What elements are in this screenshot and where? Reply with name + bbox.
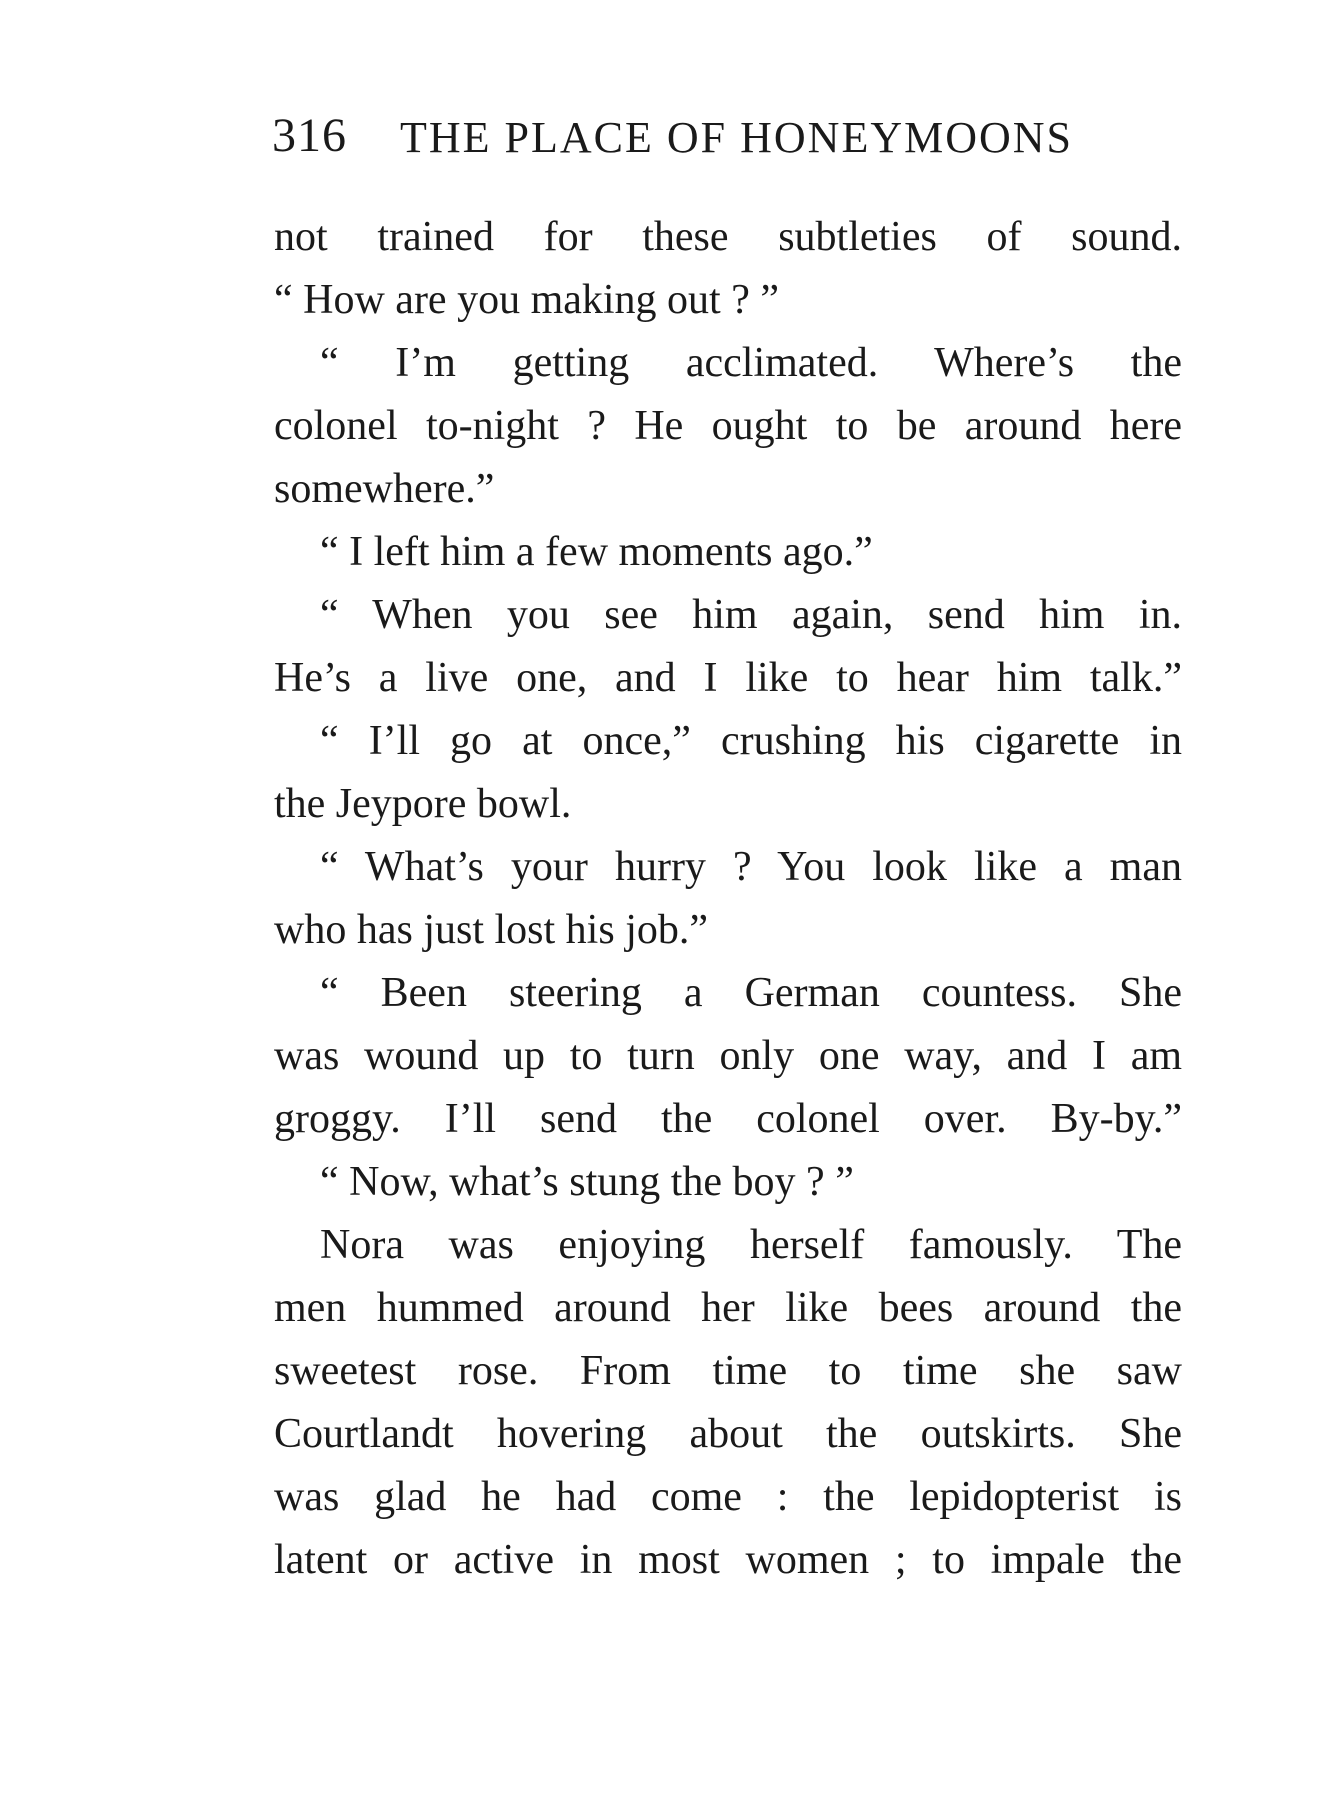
- text-line: who has just lost his job.”: [274, 907, 709, 953]
- text-line: men hummed around her like bees around the: [274, 1285, 1182, 1331]
- text-line: sweetest rose. From time to time she saw: [274, 1348, 1182, 1394]
- text-line: colonel to-night ? He ought to be around here: [274, 403, 1182, 449]
- text-line: “ What’s your hurry ? You look like a man: [320, 844, 1182, 890]
- text-line: “ Now, what’s stung the boy ? ”: [320, 1159, 854, 1205]
- text-line: “ When you see him again, send him in.: [320, 592, 1182, 638]
- text-line: the Jeypore bowl.: [274, 781, 572, 827]
- text-line: “ I’m getting acclimated. Where’s the: [320, 340, 1182, 386]
- text-line: He’s a live one, and I like to hear him talk.”: [274, 655, 1182, 701]
- text-line: “ Been steering a German countess. She: [320, 970, 1182, 1016]
- page-number: 316: [272, 109, 347, 162]
- text-line: latent or active in most women ; to impale the: [274, 1537, 1182, 1583]
- text-line: was glad he had come : the lepidopterist is: [274, 1474, 1182, 1520]
- text-line: not trained for these subtleties of sound.: [274, 214, 1182, 260]
- text-line: “ I’ll go at once,” crushing his cigarette in: [320, 718, 1182, 764]
- text-line: was wound up to turn only one way, and I am: [274, 1033, 1182, 1079]
- page-header: [272, 108, 1172, 168]
- text-line: “ How are you making out ? ”: [274, 277, 780, 323]
- body-text: [274, 206, 1182, 1592]
- running-title: THE PLACE OF HONEYMOONS: [400, 113, 1074, 162]
- text-line: somewhere.”: [274, 466, 495, 512]
- text-line: “ I left him a few moments ago.”: [320, 529, 873, 575]
- text-line: Courtlandt hovering about the outskirts. She: [274, 1411, 1182, 1457]
- text-line: Nora was enjoying herself famously. The: [320, 1222, 1182, 1268]
- text-line: groggy. I’ll send the colonel over. By-by.”: [274, 1096, 1182, 1142]
